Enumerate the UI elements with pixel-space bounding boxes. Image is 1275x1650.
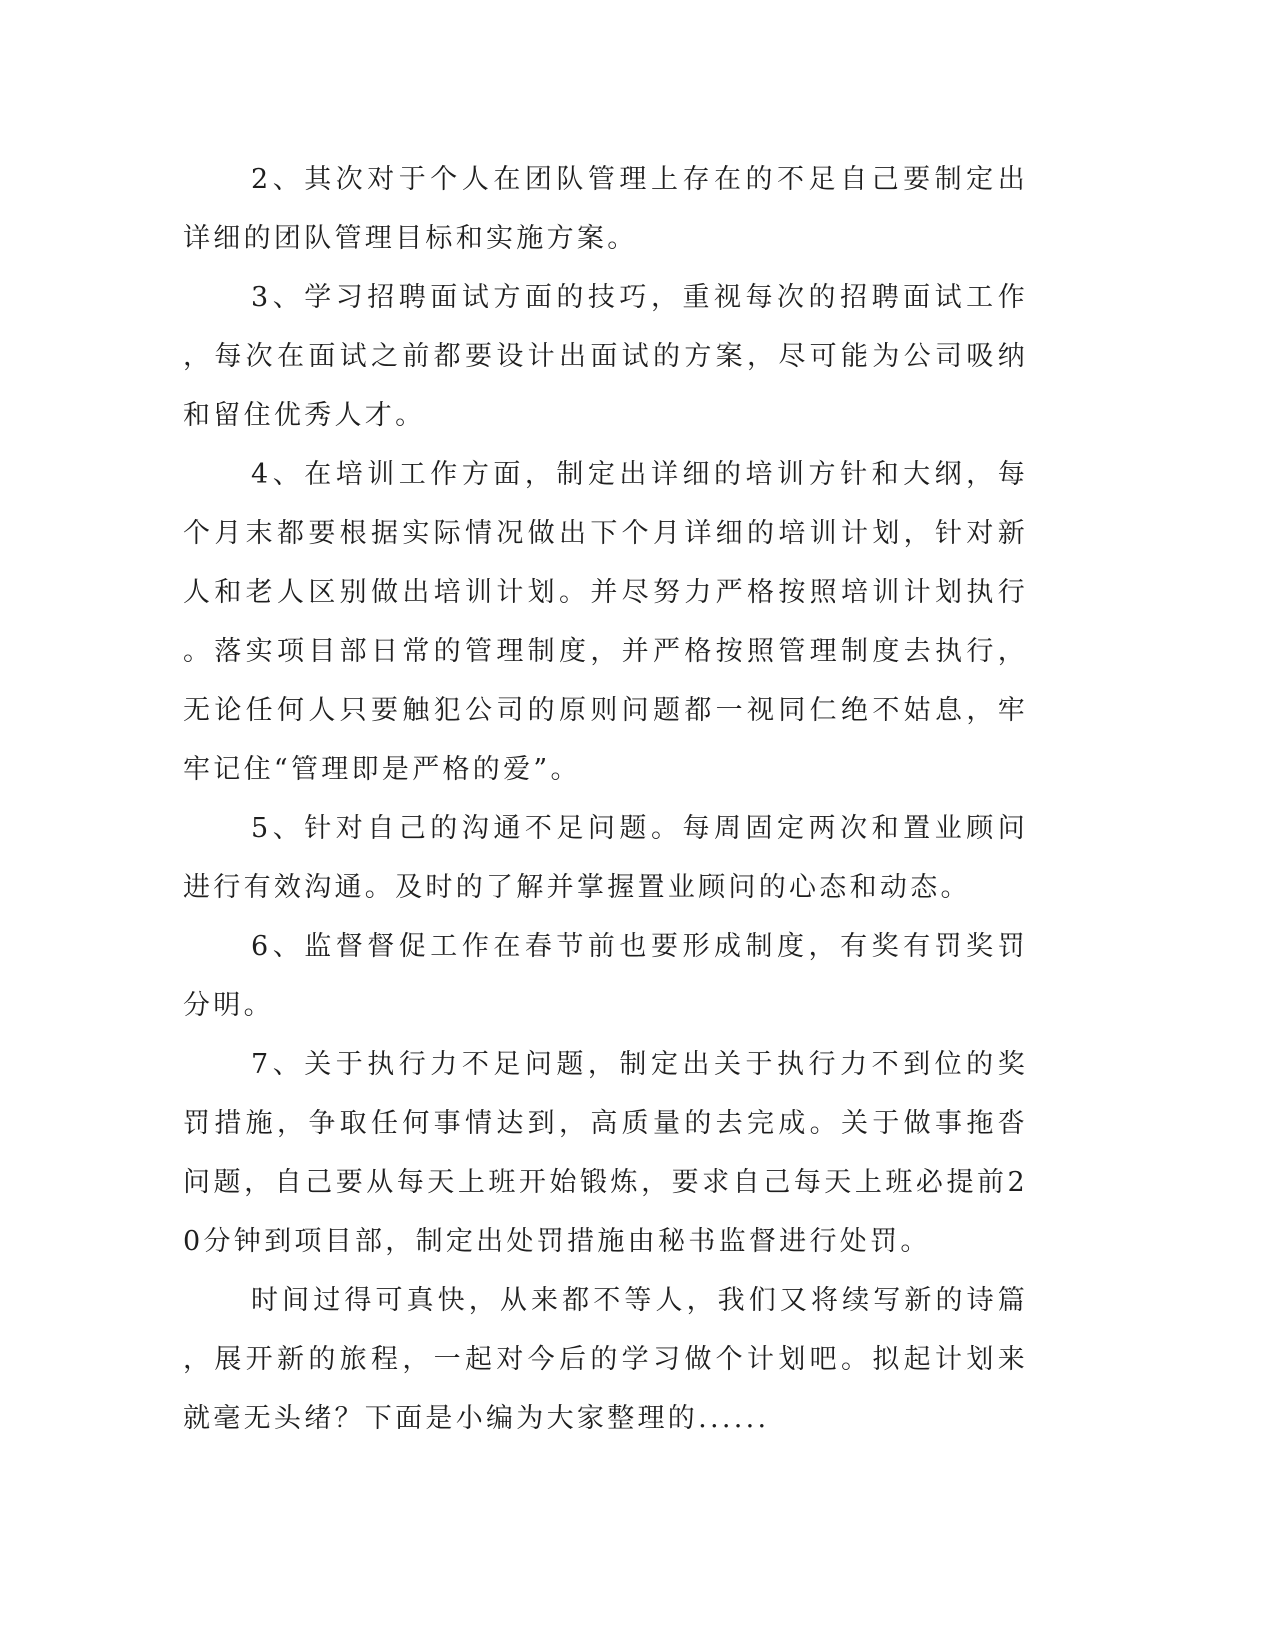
paragraph-closing: 时间过得可真快，从来都不等人，我们又将续写新的诗篇，展开新的旅程，一起对今后的学习做个计划吧。拟起计划来就毫无头绪？下面是小编为大家整理的...... [183,1285,1028,1434]
paragraph-7: 7、关于执行力不足问题，制定出关于执行力不到位的奖罚措施，争取任何事情达到，高质量的去完成。关于做事拖沓问题，自己要从每天上班开始锻炼，要求自己每天上班必提前20分钟到项目部，制定出处罚措施由秘书监督进行处罚。 [183,1049,1028,1257]
paragraph-2: 2、其次对于个人在团队管理上存在的不足自己要制定出详细的团队管理目标和实施方案。 [183,164,1028,254]
paragraph-6: 6、监督督促工作在春节前也要形成制度，有奖有罚奖罚分明。 [183,931,1028,1021]
paragraph-5: 5、针对自己的沟通不足问题。每周固定两次和置业顾问进行有效沟通。及时的了解并掌握置业顾问的心态和动态。 [183,813,1028,903]
paragraph-4: 4、在培训工作方面，制定出详细的培训方针和大纲，每个月末都要根据实际情况做出下个月详细的培训计划，针对新人和老人区别做出培训计划。并尽努力严格按照培训计划执行。落实项目部日常的管理制度，并严格按照管理制度去执行，无论任何人只要触犯公司的原则问题都一视同仁绝不姑息，牢牢记住“管理即是严格的爱”。 [183,459,1028,785]
document-body [183,150,1028,1448]
paragraph-3: 3、学习招聘面试方面的技巧，重视每次的招聘面试工作，每次在面试之前都要设计出面试的方案，尽可能为公司吸纳和留住优秀人才。 [183,282,1028,431]
